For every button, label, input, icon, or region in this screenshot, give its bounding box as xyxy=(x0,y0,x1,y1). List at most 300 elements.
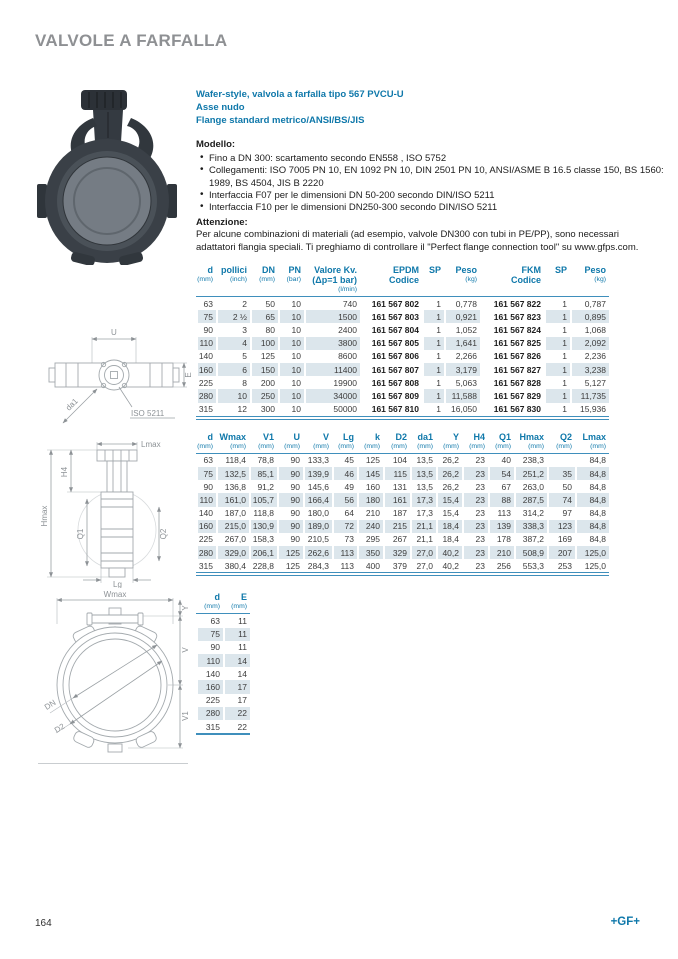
table-cell: 18,4 xyxy=(436,533,462,546)
table-cell: 125,0 xyxy=(575,559,609,572)
table-row xyxy=(196,559,609,572)
dim-label-dn: DN xyxy=(42,698,58,712)
table-cell: 73 xyxy=(332,533,357,546)
table-cell: 11 xyxy=(223,641,250,654)
table-cell: 90 xyxy=(196,641,223,654)
table-cell: 1 xyxy=(544,337,570,350)
table-cell: 23 xyxy=(462,546,488,559)
table-cell: 54 xyxy=(488,467,514,480)
column-header: H4 (mm) xyxy=(462,432,488,454)
table-cell: 11400 xyxy=(304,363,360,376)
table-cell: 380,4 xyxy=(216,559,249,572)
table-cell: 280 xyxy=(196,546,216,559)
table-cell: 22 xyxy=(223,707,250,720)
table-cell: 11,735 xyxy=(570,389,609,402)
table-cell: 10 xyxy=(278,310,304,323)
table-cell: 23 xyxy=(462,559,488,572)
table-cell: 267,0 xyxy=(216,533,249,546)
table-cell: 251,2 xyxy=(514,467,547,480)
table-cell: 161 xyxy=(383,493,410,506)
table-cell: 84,8 xyxy=(575,493,609,506)
table-cell: 1 xyxy=(422,403,444,416)
dim-label-lg: Lg xyxy=(113,580,122,588)
table-row xyxy=(196,507,609,520)
table-cell: 10 xyxy=(278,350,304,363)
table-cell: 161 567 826 xyxy=(480,350,544,363)
table-cell: 161 567 823 xyxy=(480,310,544,323)
table-cell: 136,8 xyxy=(216,480,249,493)
table-cell: 161 567 807 xyxy=(360,363,422,376)
table-cell: 50 xyxy=(547,480,575,493)
e-dimension-table xyxy=(196,592,250,735)
table-cell: 280 xyxy=(196,389,216,402)
table-cell: 64 xyxy=(332,507,357,520)
table-cell: 139,9 xyxy=(303,467,332,480)
table-cell: 187,0 xyxy=(216,507,249,520)
table-cell: 19900 xyxy=(304,376,360,389)
attenzione-text: Per alcune combinazioni di materiali (ad esempio, valvole DN300 con tubi in PE/PP), sono necessari adattatori flangia speciali. Ti preghiamo di controllare il "Perfect flange connection tool" su www.gfps.com. xyxy=(196,229,639,253)
table-cell: 145 xyxy=(357,467,383,480)
table-cell: 23 xyxy=(462,467,488,480)
table-cell: 110 xyxy=(196,337,216,350)
table-cell: 280 xyxy=(196,707,223,720)
table-cell: 508,9 xyxy=(514,546,547,559)
table-cell: 23 xyxy=(462,493,488,506)
table-cell: 1 xyxy=(422,350,444,363)
column-header: Lmax (mm) xyxy=(575,432,609,454)
table-cell: 1 xyxy=(422,297,444,310)
table-cell: 189,0 xyxy=(303,520,332,533)
model-bullet-list xyxy=(196,153,666,214)
table-cell: 0,921 xyxy=(444,310,480,323)
table-cell: 130,9 xyxy=(249,520,277,533)
table-cell: 160 xyxy=(357,480,383,493)
table-cell: 6 xyxy=(216,363,250,376)
column-header: FKM Codice xyxy=(480,265,544,297)
table-cell: 3800 xyxy=(304,337,360,350)
table-cell: 240 xyxy=(357,520,383,533)
table-cell: 133,3 xyxy=(303,454,332,467)
page-title: VALVOLE A FARFALLA xyxy=(35,31,228,50)
table-cell: 300 xyxy=(250,403,278,416)
column-header: SP xyxy=(422,265,444,297)
table-cell xyxy=(547,454,575,467)
column-header: E (mm) xyxy=(223,592,250,614)
table-row xyxy=(196,389,609,402)
table-cell: 90 xyxy=(277,480,303,493)
table-cell: 1 xyxy=(544,297,570,310)
table-cell: 63 xyxy=(196,614,223,627)
table-cell: 67 xyxy=(488,480,514,493)
dim-label-d2: D2 xyxy=(52,721,67,735)
column-header: V1 (mm) xyxy=(249,432,277,454)
column-header: D2 (mm) xyxy=(383,432,410,454)
table-cell: 169 xyxy=(547,533,575,546)
column-header: Lg (mm) xyxy=(332,432,357,454)
table-cell: 161 567 830 xyxy=(480,403,544,416)
table-row xyxy=(196,707,250,720)
table-row xyxy=(196,667,250,680)
table-row xyxy=(196,310,609,323)
iso-5211-label: ISO 5211 xyxy=(131,409,165,418)
table-cell: 90 xyxy=(277,533,303,546)
dim-label-da1: da1 xyxy=(64,396,80,413)
table-cell: 1 xyxy=(544,323,570,336)
table-cell: 4 xyxy=(216,337,250,350)
table-cell: 84,8 xyxy=(575,480,609,493)
table-cell: 45 xyxy=(332,454,357,467)
table-cell: 2,266 xyxy=(444,350,480,363)
table-cell: 225 xyxy=(196,694,223,707)
kv-codes-table xyxy=(196,265,609,420)
table-cell: 1 xyxy=(544,403,570,416)
column-header: SP xyxy=(544,265,570,297)
table-cell: 263,0 xyxy=(514,480,547,493)
valve-photo xyxy=(35,88,190,265)
table-cell: 22 xyxy=(223,720,250,733)
table-cell: 238,3 xyxy=(514,454,547,467)
column-header: EPDM Codice xyxy=(360,265,422,297)
table-cell: 206,1 xyxy=(249,546,277,559)
table-cell: 210 xyxy=(488,546,514,559)
table-row xyxy=(196,694,250,707)
table-cell: 105,7 xyxy=(249,493,277,506)
drawing-front-view xyxy=(20,588,192,766)
table-cell: 160 xyxy=(196,680,223,693)
table-cell: 23 xyxy=(462,520,488,533)
table-row xyxy=(196,520,609,533)
table-cell: 80 xyxy=(250,323,278,336)
table-cell: 553,3 xyxy=(514,559,547,572)
table-cell: 2400 xyxy=(304,323,360,336)
table-cell: 118,4 xyxy=(216,454,249,467)
column-header: PN (bar) xyxy=(278,265,304,297)
table-cell: 295 xyxy=(357,533,383,546)
table-cell: 1 xyxy=(422,376,444,389)
table-cell: 210 xyxy=(357,507,383,520)
table-cell: 72 xyxy=(332,520,357,533)
table-cell: 23 xyxy=(462,507,488,520)
table-cell: 63 xyxy=(196,454,216,467)
table-cell: 5,063 xyxy=(444,376,480,389)
table-cell: 13,5 xyxy=(410,480,436,493)
top-view-svg xyxy=(35,323,193,435)
table-cell: 34000 xyxy=(304,389,360,402)
table-cell: 740 xyxy=(304,297,360,310)
table-cell: 18,4 xyxy=(436,520,462,533)
table-cell: 17,3 xyxy=(410,507,436,520)
kv_table-grid xyxy=(196,265,609,417)
modello-label: Modello: xyxy=(196,139,236,150)
table-cell: 1,052 xyxy=(444,323,480,336)
drawing-side-view xyxy=(35,436,193,588)
table-cell: 40 xyxy=(488,454,514,467)
table-cell: 74 xyxy=(547,493,575,506)
table-cell: 23 xyxy=(462,480,488,493)
dim-label-e: E xyxy=(184,372,193,378)
dim-label-h4: H4 xyxy=(60,466,69,478)
column-header: da1 (mm) xyxy=(410,432,436,454)
table-cell: 110 xyxy=(196,493,216,506)
table-cell: 180 xyxy=(357,493,383,506)
table-cell: 161 567 810 xyxy=(360,403,422,416)
table-cell: 23 xyxy=(462,533,488,546)
table-cell: 1 xyxy=(544,310,570,323)
table-cell: 161 567 828 xyxy=(480,376,544,389)
table-cell: 187 xyxy=(383,507,410,520)
table-cell: 84,8 xyxy=(575,507,609,520)
table-cell: 210,5 xyxy=(303,533,332,546)
column-header: Q1 (mm) xyxy=(488,432,514,454)
table-cell: 27,0 xyxy=(410,546,436,559)
product-heading xyxy=(196,88,666,127)
table-cell: 13,5 xyxy=(410,467,436,480)
header-row xyxy=(196,432,609,454)
product-heading-line3: Flange standard metrico/ANSI/BS/JIS xyxy=(196,115,365,126)
column-header: pollici (inch) xyxy=(216,265,250,297)
table-cell: 88 xyxy=(488,493,514,506)
dim-label-v1: V1 xyxy=(181,711,190,721)
column-header: Peso (kg) xyxy=(444,265,480,297)
dim-label-u: U xyxy=(111,328,117,337)
bullet-item: • Collegamenti: ISO 7005 PN 10, EN 1092 PN 10, DIN 2501 PN 10, ANSI/ASME B 16.5 classe 150, BS 1560: 1989, BS 4504, JIS B 2220 xyxy=(209,165,666,190)
bullet-item: • Interfaccia F10 per le dimensioni DN250-300 secondo DIN/ISO 5211 xyxy=(209,202,666,214)
table-cell: 287,5 xyxy=(514,493,547,506)
dim_table-grid xyxy=(196,432,609,574)
column-header: d (mm) xyxy=(196,432,216,454)
table-cell: 15,936 xyxy=(570,403,609,416)
dim-label-v: V xyxy=(181,647,190,653)
table-cell: 40,2 xyxy=(436,546,462,559)
table-cell: 228,8 xyxy=(249,559,277,572)
dim-label-q1: Q1 xyxy=(76,528,85,540)
column-header: Y (mm) xyxy=(436,432,462,454)
bullet-item: • Fino a DN 300: scartamento secondo EN558 , ISO 5752 xyxy=(209,153,666,165)
table-cell: 250 xyxy=(250,389,278,402)
table-row xyxy=(196,467,609,480)
table-cell: 12 xyxy=(216,403,250,416)
table-cell: 3,238 xyxy=(570,363,609,376)
table-cell: 1 xyxy=(422,323,444,336)
table-row xyxy=(196,297,609,310)
column-header: Wmax (mm) xyxy=(216,432,249,454)
table-cell: 200 xyxy=(250,376,278,389)
table-cell: 90 xyxy=(196,323,216,336)
table-cell: 145,6 xyxy=(303,480,332,493)
table-cell: 2,236 xyxy=(570,350,609,363)
column-header: Hmax (mm) xyxy=(514,432,547,454)
table-cell: 113 xyxy=(332,546,357,559)
column-header: Q2 (mm) xyxy=(547,432,575,454)
table-cell: 225 xyxy=(196,533,216,546)
table-cell: 90 xyxy=(277,454,303,467)
table-cell: 15,4 xyxy=(436,507,462,520)
table-cell: 125 xyxy=(250,350,278,363)
table-cell: 0,895 xyxy=(570,310,609,323)
table-cell: 16,050 xyxy=(444,403,480,416)
table-cell: 125 xyxy=(277,546,303,559)
table-row xyxy=(196,641,250,654)
column-header: Valore Kv. (Δp=1 bar) (l/min) xyxy=(304,265,360,297)
table-cell: 161 567 805 xyxy=(360,337,422,350)
product-heading-line2: Asse nudo xyxy=(196,102,245,113)
table-cell: 161 567 827 xyxy=(480,363,544,376)
column-header: d (mm) xyxy=(196,265,216,297)
table-cell: 50000 xyxy=(304,403,360,416)
gf-logo: +GF+ xyxy=(610,916,640,928)
table-cell: 1 xyxy=(422,337,444,350)
column-header: U (mm) xyxy=(277,432,303,454)
table-cell: 11 xyxy=(223,614,250,627)
table-cell: 21,1 xyxy=(410,520,436,533)
table-cell: 0,778 xyxy=(444,297,480,310)
table-cell: 26,2 xyxy=(436,467,462,480)
table-cell: 5,127 xyxy=(570,376,609,389)
table-cell: 125 xyxy=(357,454,383,467)
table-row xyxy=(196,363,609,376)
table-cell: 49 xyxy=(332,480,357,493)
table-cell: 0,787 xyxy=(570,297,609,310)
table-row xyxy=(196,533,609,546)
header-row xyxy=(196,265,609,297)
table-cell: 284,3 xyxy=(303,559,332,572)
table-cell: 8 xyxy=(216,376,250,389)
table-row xyxy=(196,376,609,389)
table-cell: 1 xyxy=(422,363,444,376)
table-cell: 161 567 804 xyxy=(360,323,422,336)
table-cell: 1500 xyxy=(304,310,360,323)
dim-label-hmax: Hmax xyxy=(40,505,49,527)
table-cell: 115 xyxy=(383,467,410,480)
table-cell: 11,588 xyxy=(444,389,480,402)
dim-label-q2: Q2 xyxy=(159,528,168,540)
table-cell: 10 xyxy=(278,389,304,402)
header-row xyxy=(196,592,250,614)
table-cell: 26,2 xyxy=(436,454,462,467)
table-cell: 329,0 xyxy=(216,546,249,559)
table-cell: 17 xyxy=(223,694,250,707)
table-cell: 140 xyxy=(196,667,223,680)
table-cell: 387,2 xyxy=(514,533,547,546)
table-cell: 3 xyxy=(216,323,250,336)
table-cell: 10 xyxy=(278,337,304,350)
table-cell: 207 xyxy=(547,546,575,559)
table-cell: 338,3 xyxy=(514,520,547,533)
table-cell: 215 xyxy=(383,520,410,533)
dim-label-wmax: Wmax xyxy=(103,590,127,599)
table-cell: 14 xyxy=(223,654,250,667)
table-cell: 139 xyxy=(488,520,514,533)
table-cell: 1 xyxy=(422,310,444,323)
table-cell: 225 xyxy=(196,376,216,389)
table-cell: 10 xyxy=(216,389,250,402)
table-cell: 166,4 xyxy=(303,493,332,506)
table-cell: 315 xyxy=(196,559,216,572)
table-cell: 10 xyxy=(278,376,304,389)
dim-label-y: Y xyxy=(181,605,190,611)
table-cell: 160 xyxy=(196,363,216,376)
table-cell: 1,641 xyxy=(444,337,480,350)
table-cell: 315 xyxy=(196,403,216,416)
table-row xyxy=(196,323,609,336)
table-cell: 1,068 xyxy=(570,323,609,336)
table-cell: 85,1 xyxy=(249,467,277,480)
table-cell: 267 xyxy=(383,533,410,546)
table-row xyxy=(196,614,250,627)
table-cell: 140 xyxy=(196,350,216,363)
table-cell: 97 xyxy=(547,507,575,520)
table-cell: 1 xyxy=(422,389,444,402)
table-cell: 161 567 809 xyxy=(360,389,422,402)
table-cell: 46 xyxy=(332,467,357,480)
table-row xyxy=(196,680,250,693)
table-cell: 50 xyxy=(250,297,278,310)
table-cell: 90 xyxy=(277,467,303,480)
table-cell: 35 xyxy=(547,467,575,480)
bullet-item: • Interfaccia F07 per le dimensioni DN 50-200 secondo DIN/ISO 5211 xyxy=(209,190,666,202)
table-cell: 10 xyxy=(278,297,304,310)
table-cell: 1 xyxy=(544,389,570,402)
table-row xyxy=(196,337,609,350)
column-header: d (mm) xyxy=(196,592,223,614)
table-cell: 91,2 xyxy=(249,480,277,493)
e_table-grid xyxy=(196,592,250,735)
table-cell: 8600 xyxy=(304,350,360,363)
table-cell: 161 567 825 xyxy=(480,337,544,350)
front-view-svg xyxy=(20,588,192,766)
side-view-svg xyxy=(35,436,193,588)
table-cell: 26,2 xyxy=(436,480,462,493)
column-header: Peso (kg) xyxy=(570,265,609,297)
table-cell: 84,8 xyxy=(575,520,609,533)
table-cell: 90 xyxy=(277,507,303,520)
table-cell: 75 xyxy=(196,310,216,323)
table-cell: 100 xyxy=(250,337,278,350)
table-cell: 17 xyxy=(223,680,250,693)
table-cell: 21,1 xyxy=(410,533,436,546)
table-cell: 75 xyxy=(196,628,223,641)
table-cell: 215,0 xyxy=(216,520,249,533)
table-cell: 123 xyxy=(547,520,575,533)
content-column xyxy=(196,88,666,740)
table-cell: 161 567 808 xyxy=(360,376,422,389)
table-cell: 379 xyxy=(383,559,410,572)
table-cell: 17,3 xyxy=(410,493,436,506)
table-cell: 14 xyxy=(223,667,250,680)
table-cell: 1 xyxy=(544,350,570,363)
column-header: V (mm) xyxy=(303,432,332,454)
table-cell: 78,8 xyxy=(249,454,277,467)
table-cell: 84,8 xyxy=(575,454,609,467)
table-cell: 113 xyxy=(488,507,514,520)
table-cell: 314,2 xyxy=(514,507,547,520)
column-header: DN (mm) xyxy=(250,265,278,297)
table-cell: 140 xyxy=(196,507,216,520)
table-cell: 178 xyxy=(488,533,514,546)
table-cell: 63 xyxy=(196,297,216,310)
table-cell: 3,179 xyxy=(444,363,480,376)
table-row xyxy=(196,654,250,667)
table-cell: 2 ½ xyxy=(216,310,250,323)
table-cell: 160 xyxy=(196,520,216,533)
table-cell: 40,2 xyxy=(436,559,462,572)
table-cell: 10 xyxy=(278,363,304,376)
table-cell: 84,8 xyxy=(575,467,609,480)
table-cell: 10 xyxy=(278,323,304,336)
table-row xyxy=(196,480,609,493)
drawing-separator-line xyxy=(38,763,188,764)
column-header: k (mm) xyxy=(357,432,383,454)
